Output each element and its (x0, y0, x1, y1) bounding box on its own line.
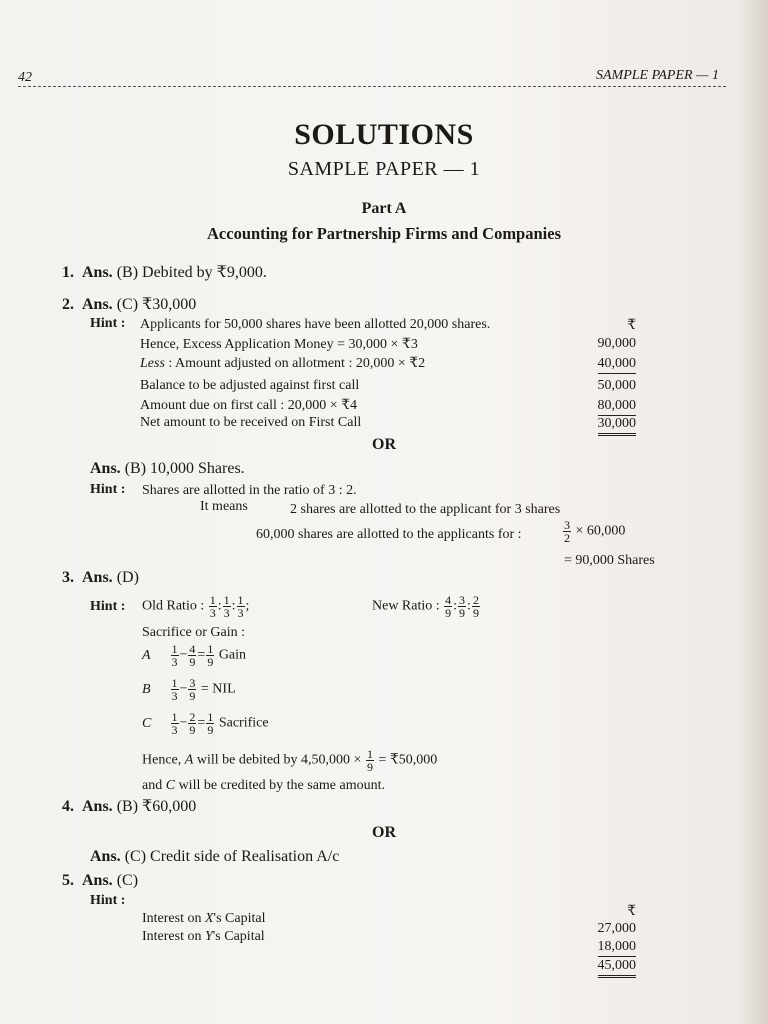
fraction: $\frac{2}{9}$ (472, 593, 479, 620)
q2-ans-label: Ans. (82, 296, 113, 313)
q5-hint-label: Hint : (90, 893, 126, 908)
q2-alt-line-4: = 90,000 Shares (564, 553, 655, 568)
q2-alt-answer (90, 460, 245, 478)
q2-amount-6-value: 30,000 (598, 415, 637, 436)
q2-amount-6 (556, 415, 636, 436)
q2-row-5: Amount due on first call : 20,000 × ₹4 (140, 398, 358, 413)
q2-amount-5 (556, 397, 636, 416)
q2-alt-line-1: Shares are allotted in the ratio of 3 : 2. (142, 483, 357, 498)
q2-amount-2: 90,000 (597, 336, 636, 351)
q2-alt-line-3: 60,000 shares are allotted to the applicants for : (256, 527, 522, 542)
q2-row-2: Hence, Excess Application Money = 30,000 × ₹3 (140, 337, 418, 352)
q2-amount-3-value: 40,000 (598, 355, 637, 374)
q2-amount-4: 50,000 (597, 378, 636, 393)
q5-amount-2 (556, 938, 636, 957)
q3-hence-mid: will be debited by 4,50,000 × (196, 752, 362, 768)
q3-new-ratio: New Ratio : $\frac{4}{9}$ : $\frac{3}{9}$ : $\frac{2}{9}$ (372, 593, 479, 620)
fraction: $\frac{3}{2}$ (564, 518, 570, 545)
header-divider (18, 86, 726, 87)
q2-amount-rupee: ₹ (627, 318, 636, 333)
q5-total (556, 957, 636, 978)
fraction: $\frac{3}{9}$ (189, 676, 196, 703)
q3-answer: (D) (116, 569, 139, 586)
q5-total-value: 45,000 (598, 957, 637, 978)
q4-number: 4. (62, 798, 74, 815)
fraction: $\frac{1}{3}$ (171, 642, 178, 669)
q5-ans-label: Ans. (82, 872, 113, 889)
q2-amount-5-value: 80,000 (598, 397, 637, 416)
fraction: $\frac{1}{9}$ (366, 747, 373, 774)
q3-and-c (142, 778, 385, 794)
q3-row-a-result: Gain (218, 647, 247, 663)
q2-row-3 (140, 355, 425, 372)
fraction: $\frac{1}{9}$ (207, 710, 214, 737)
q2-alt-hint-label: Hint : (90, 482, 126, 497)
q2-row-1: Applicants for 50,000 shares have been allotted 20,000 shares. (140, 317, 491, 332)
q3-old-ratio-label: Old Ratio : (142, 598, 205, 614)
page-number: 42 (18, 70, 32, 85)
q2-row-3-less: Less (140, 356, 165, 371)
q3-number: 3. (62, 569, 74, 586)
q2-number: 2. (62, 296, 74, 313)
q2-row-4: Balance to be adjusted against first call (140, 378, 360, 393)
q2-alt-line-2a: It means (200, 499, 248, 514)
q4-ans-label: Ans. (82, 798, 113, 815)
page-subtitle: SAMPLE PAPER — 1 (287, 158, 481, 180)
q3-and-c-letter: C (165, 778, 176, 793)
q4-alt-answer (90, 848, 339, 866)
fraction: $\frac{2}{9}$ (189, 710, 196, 737)
q3-sacrifice-label: Sacrifice or Gain : (142, 625, 246, 640)
q3-row-b-result: = NIL (200, 681, 236, 697)
q3-hence-a: A (184, 752, 194, 768)
q5-row-2 (142, 929, 265, 945)
q3-row-c: C $\frac{1}{3}$ − $\frac{2}{9}$ = $\frac{1}{9}$ Sacrifice (142, 710, 269, 737)
q3-row-a: A $\frac{1}{3}$ − $\frac{4}{9}$ = $\frac{1}{9}$ Gain (142, 642, 247, 669)
fraction: $\frac{1}{3}$ (171, 676, 178, 703)
q2-amount-3 (556, 355, 636, 374)
question-3 (62, 569, 139, 587)
q3-old-ratio: Old Ratio : $\frac{1}{3}$ : $\frac{1}{3}$ : $\frac{1}{3}$ ; (142, 593, 250, 620)
q2-alt-line-2b: 2 shares are allotted to the applicant for 3 shares (290, 502, 561, 517)
q3-and-word: and (142, 778, 163, 793)
part-label: Part A (361, 200, 407, 217)
fraction: $\frac{4}{9}$ (189, 642, 196, 669)
fraction: $\frac{4}{9}$ (445, 593, 452, 620)
q5-row-2-y: Y (204, 929, 213, 944)
q5-row-1-post: 's Capital (213, 911, 266, 926)
fraction: $\frac{1}{3}$ (237, 593, 244, 620)
fraction: $\frac{1}{9}$ (207, 642, 214, 669)
q2-row-6: Net amount to be received on First Call (140, 415, 362, 430)
q2-alt-calc (562, 519, 625, 544)
q3-row-b-label: B (142, 681, 151, 697)
q2-alt-answer-text: (B) 10,000 Shares. (124, 460, 245, 477)
q2-row-3-text: : Amount adjusted on allotment : 20,000 × ₹2 (168, 356, 426, 371)
question-2 (62, 294, 196, 314)
q5-row-1-x: X (204, 911, 214, 926)
fraction: $\frac{1}{3}$ (223, 593, 230, 620)
part-title: Accounting for Partnership Firms and Companies (207, 224, 561, 243)
q3-row-b: B $\frac{1}{3}$ − $\frac{3}{9}$ = NIL (142, 676, 236, 703)
page-title: SOLUTIONS (294, 118, 474, 151)
q3-and-c-text: will be credited by the same amount. (178, 778, 386, 793)
question-4 (62, 796, 196, 816)
q5-amount-2-value: 18,000 (598, 938, 637, 957)
q3-hence-tail: = ₹50,000 (378, 752, 438, 768)
q4-alt-answer-text: (C) Credit side of Realisation A/c (124, 848, 340, 865)
q4-alt-ans-label: Ans. (90, 848, 121, 865)
running-title: SAMPLE PAPER — 1 (596, 68, 720, 83)
q3-row-a-label: A (142, 647, 151, 663)
question-5 (62, 872, 138, 890)
q4-or: OR (372, 824, 396, 841)
q5-row-1-pre: Interest on (142, 911, 202, 926)
q1-ans-label: Ans. (82, 264, 113, 281)
q5-row-2-post: 's Capital (212, 929, 265, 944)
q5-answer: (C) (116, 872, 139, 889)
q5-rupee: ₹ (627, 904, 636, 919)
question-1 (62, 262, 267, 282)
q4-answer: (B) ₹60,000 (116, 798, 197, 815)
q3-hint-label: Hint : (90, 599, 126, 614)
q3-row-c-label: C (142, 715, 152, 731)
q1-answer: (B) Debited by ₹9,000. (116, 264, 267, 281)
q5-number: 5. (62, 872, 74, 889)
fraction: $\frac{1}{3}$ (171, 710, 178, 737)
q3-ans-label: Ans. (82, 569, 113, 586)
q3-hence-word: Hence, (142, 752, 182, 768)
q2-hint-label: Hint : (90, 316, 126, 331)
q2-alt-ans-label: Ans. (90, 460, 121, 477)
q5-row-1 (142, 911, 265, 927)
q5-amount-1: 27,000 (597, 921, 636, 936)
q3-row-c-result: Sacrifice (218, 715, 269, 731)
q2-or: OR (372, 436, 396, 453)
fraction: $\frac{3}{9}$ (459, 593, 466, 620)
q5-row-2-pre: Interest on (142, 929, 202, 944)
q2-alt-calc-tail: × 60,000 (575, 523, 626, 539)
q2-answer: (C) ₹30,000 (116, 296, 197, 313)
fraction: $\frac{1}{3}$ (209, 593, 216, 620)
q3-new-ratio-label: New Ratio : (372, 598, 440, 614)
q1-number: 1. (62, 264, 74, 281)
q3-hence (142, 748, 437, 773)
